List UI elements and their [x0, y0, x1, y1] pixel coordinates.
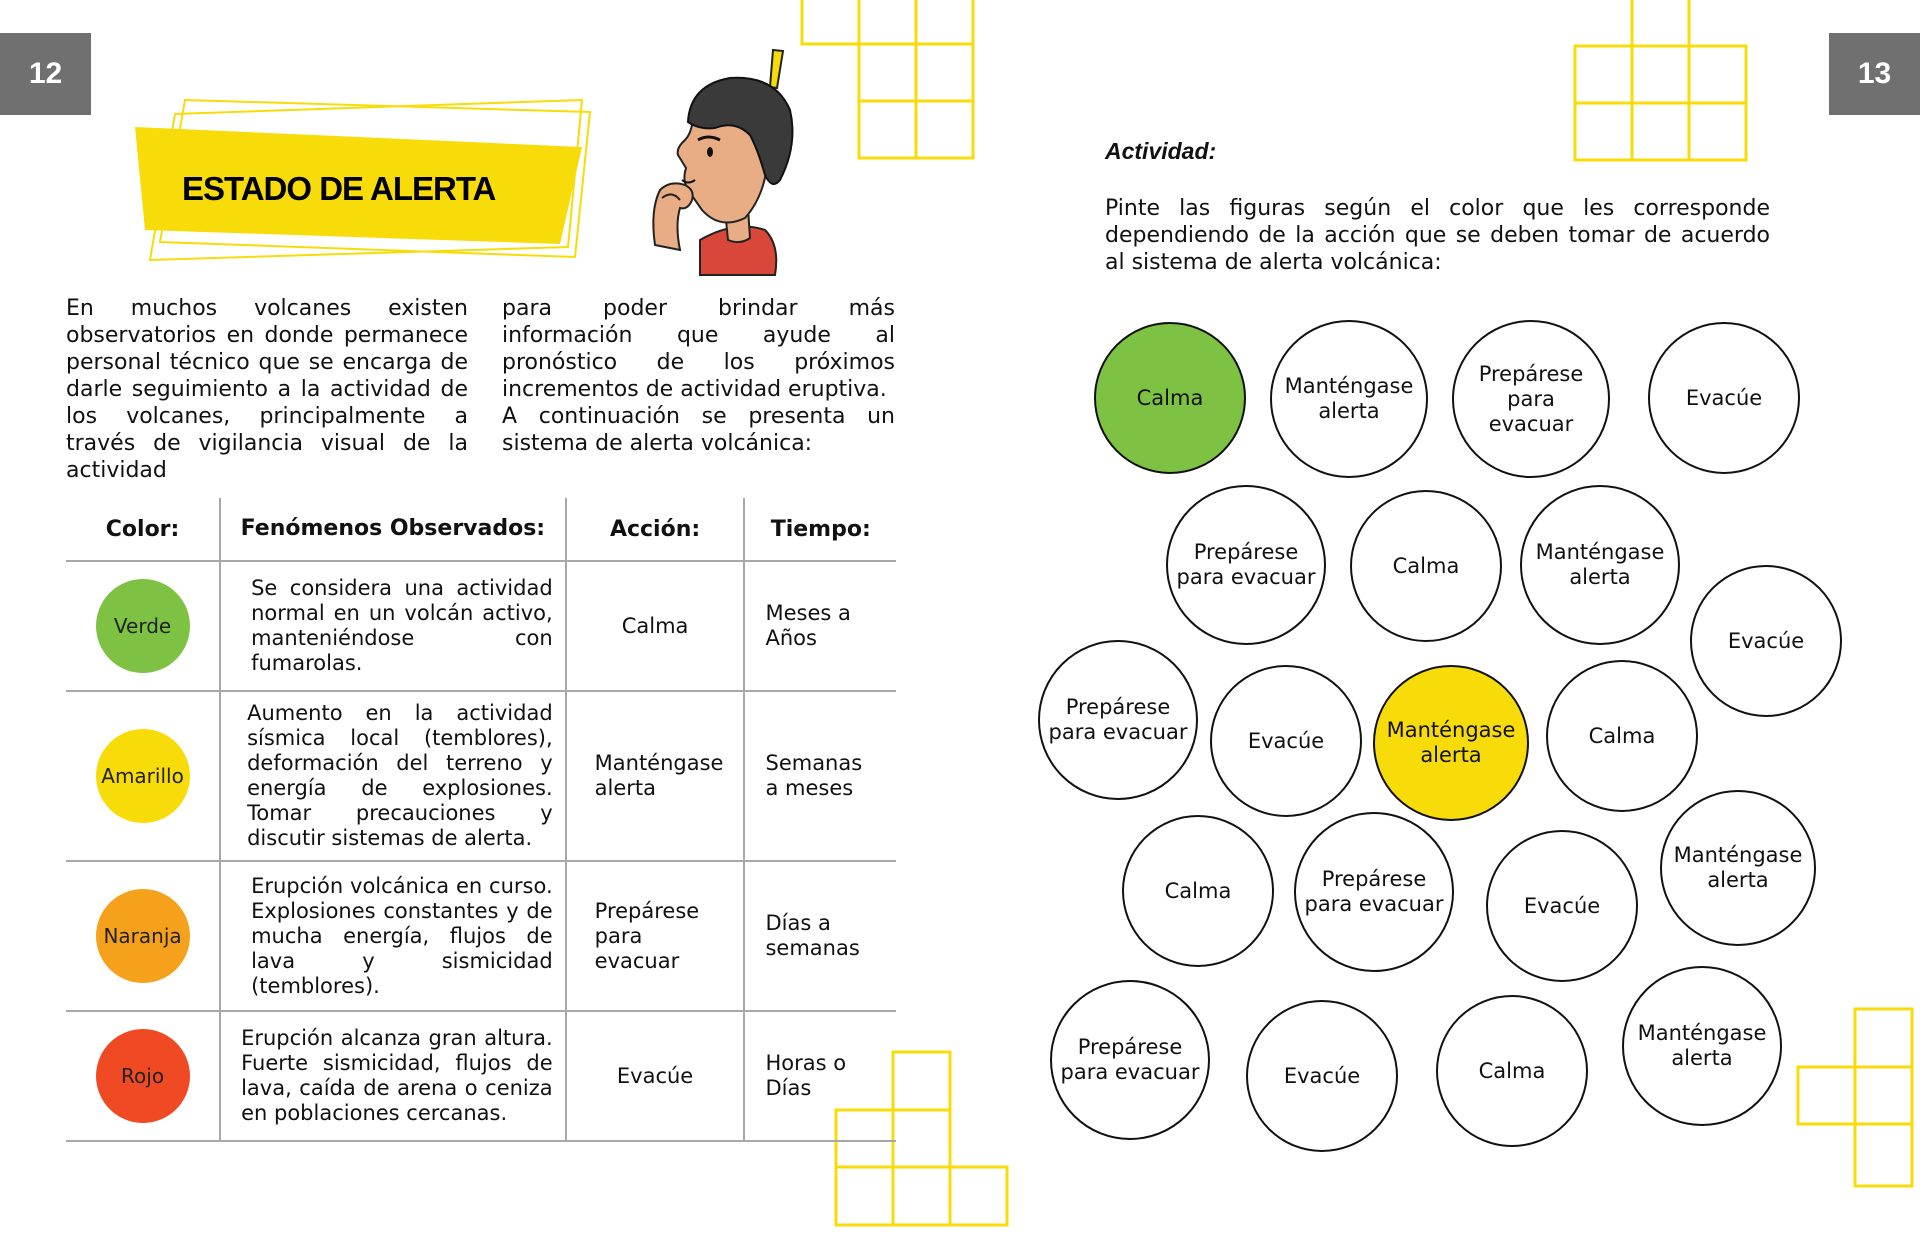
decorative-grid-top-right: [1570, 0, 1750, 162]
decorative-grid-bottom-right: [1795, 1005, 1920, 1190]
fenomenos-text: Erupción volcánica en curso. Explosiones constantes y de mucha energía, flujos de lava y sismicidad (temblores).: [251, 873, 553, 998]
circle-label: Evacúe: [1247, 728, 1325, 753]
fenomenos-text: Erupción alcanza gran altura. Fuerte sismicidad, flujos de lava, caída de arena o ceniza en poblaciones cercanas.: [241, 1026, 553, 1125]
circle-label: Evacúe: [1283, 1063, 1361, 1088]
table-header-row: [66, 498, 896, 561]
fenomenos-text: Se considera una actividad normal en un volcán activo, manteniéndose con fumarolas.: [251, 576, 553, 675]
alert-system-table: [66, 498, 896, 1142]
coloring-circle[interactable]: [1622, 966, 1782, 1126]
coloring-circle[interactable]: [1166, 485, 1326, 645]
header-fenomenos: Fenómenos Observados:: [220, 498, 566, 561]
color-dot-verde: Verde: [96, 579, 190, 673]
circle-label: Calma: [1164, 878, 1232, 903]
circle-label: Manténgase alerta: [1637, 1021, 1767, 1070]
table-row: [66, 1011, 896, 1141]
coloring-circle[interactable]: [1270, 320, 1428, 478]
accion-text: Manténgase alerta: [594, 751, 724, 800]
circle-label: Evacúe: [1523, 893, 1601, 918]
coloring-circle[interactable]: [1546, 660, 1698, 812]
accion-text: Calma: [621, 613, 689, 638]
circle-label: Manténgase alerta: [1673, 843, 1803, 892]
intro-paragraph-col1: En muchos volcanes existen observatorios en donde permanece personal técnico que se encarga de darle seguimiento a la actividad de los volcanes, principalmente a través de vigilancia visual de la actividad: [66, 296, 468, 483]
tiempo-cell: [744, 1011, 896, 1141]
coloring-circle[interactable]: [1122, 815, 1274, 967]
circle-label: Evacúe: [1685, 385, 1763, 410]
circle-label: Prepárese para evacuar: [1060, 1035, 1200, 1084]
intro-paragraph-col2: [502, 295, 895, 457]
tiempo-cell: [744, 561, 896, 691]
circle-label: Prepárese para evacuar: [1048, 695, 1188, 744]
tiempo-text: Horas o Días: [765, 1051, 847, 1100]
intro-paragraph-col2-part1: para poder brindar más información que ayude al pronóstico de los próximos incrementos de actividad eruptiva.: [502, 296, 895, 402]
tiempo-cell: [744, 861, 896, 1011]
tiempo-text: Semanas a meses: [765, 751, 863, 800]
coloring-circle[interactable]: [1452, 320, 1610, 478]
coloring-circle[interactable]: [1436, 995, 1588, 1147]
page-number-left: 12: [0, 33, 91, 115]
coloring-circle[interactable]: [1094, 322, 1246, 474]
fenomenos-cell: [220, 1011, 566, 1141]
coloring-circle[interactable]: [1660, 790, 1816, 946]
tiempo-cell: [744, 691, 896, 861]
color-cell: [66, 1011, 220, 1141]
coloring-circle[interactable]: [1690, 565, 1842, 717]
table-row: [66, 561, 896, 691]
coloring-circle[interactable]: [1210, 665, 1362, 817]
circle-label: Calma: [1392, 553, 1460, 578]
circle-label: Manténgase alerta: [1535, 540, 1665, 589]
table-row: [66, 691, 896, 861]
header-tiempo: Tiempo:: [744, 498, 896, 561]
accion-text: Prepárese para evacuar: [594, 898, 700, 973]
tiempo-text: Meses a Años: [765, 601, 851, 650]
circle-label: Evacúe: [1727, 628, 1805, 653]
activity-label: Actividad:: [1105, 138, 1217, 164]
color-dot-rojo: Rojo: [96, 1029, 190, 1123]
coloring-circle[interactable]: [1038, 640, 1198, 800]
accion-cell: [566, 1011, 745, 1141]
coloring-circle[interactable]: [1520, 485, 1680, 645]
coloring-circle[interactable]: [1648, 322, 1800, 474]
intro-paragraph-col2-part2: A continuación se presenta un sistema de alerta volcánica:: [502, 404, 895, 456]
page-number-right: 13: [1829, 33, 1920, 115]
header-accion: Acción:: [566, 498, 745, 561]
accion-text: Evacúe: [616, 1063, 694, 1088]
fenomenos-cell: [220, 561, 566, 691]
color-cell: [66, 861, 220, 1011]
circle-label: Calma: [1588, 723, 1656, 748]
accion-cell: [566, 561, 745, 691]
color-dot-naranja: Naranja: [96, 889, 190, 983]
tiempo-text: Días a semanas: [765, 911, 860, 960]
accion-cell: [566, 691, 745, 861]
circle-label: Calma: [1136, 385, 1204, 410]
fenomenos-cell: [220, 861, 566, 1011]
coloring-circle[interactable]: [1294, 812, 1454, 972]
circle-label: Manténgase alerta: [1386, 718, 1516, 767]
color-cell: [66, 691, 220, 861]
coloring-circle[interactable]: [1350, 490, 1502, 642]
page-title: ESTADO DE ALERTA: [182, 170, 496, 207]
table-row: [66, 861, 896, 1011]
thinking-boy-illustration: [640, 40, 785, 275]
coloring-circle[interactable]: [1246, 1000, 1398, 1152]
activity-instructions: Pinte las figuras según el color que les corresponde dependiendo de la acción que se deben tomar de acuerdo al sistema de alerta volcánica:: [1105, 196, 1770, 275]
coloring-circle[interactable]: [1373, 665, 1529, 821]
circle-label: Calma: [1478, 1058, 1546, 1083]
circle-label: Prepárese para evacuar: [1176, 540, 1316, 589]
header-color: Color:: [66, 498, 220, 561]
circle-label: Manténgase alerta: [1284, 374, 1414, 423]
coloring-circle[interactable]: [1486, 830, 1638, 982]
accion-cell: [566, 861, 745, 1011]
decorative-grid-top-center: [800, 0, 980, 162]
fenomenos-text: Aumento en la actividad sísmica local (temblores), deformación del terreno y energía de explosiones. Tomar precauciones y discutir sistemas de alerta.: [247, 701, 553, 850]
circle-label: Prepárese para evacuar: [1304, 867, 1444, 916]
color-dot-amarillo: Amarillo: [96, 729, 190, 823]
circle-label: Prepárese para evacuar: [1478, 361, 1584, 436]
coloring-circle[interactable]: [1050, 980, 1210, 1140]
color-cell: [66, 561, 220, 691]
fenomenos-cell: [220, 691, 566, 861]
